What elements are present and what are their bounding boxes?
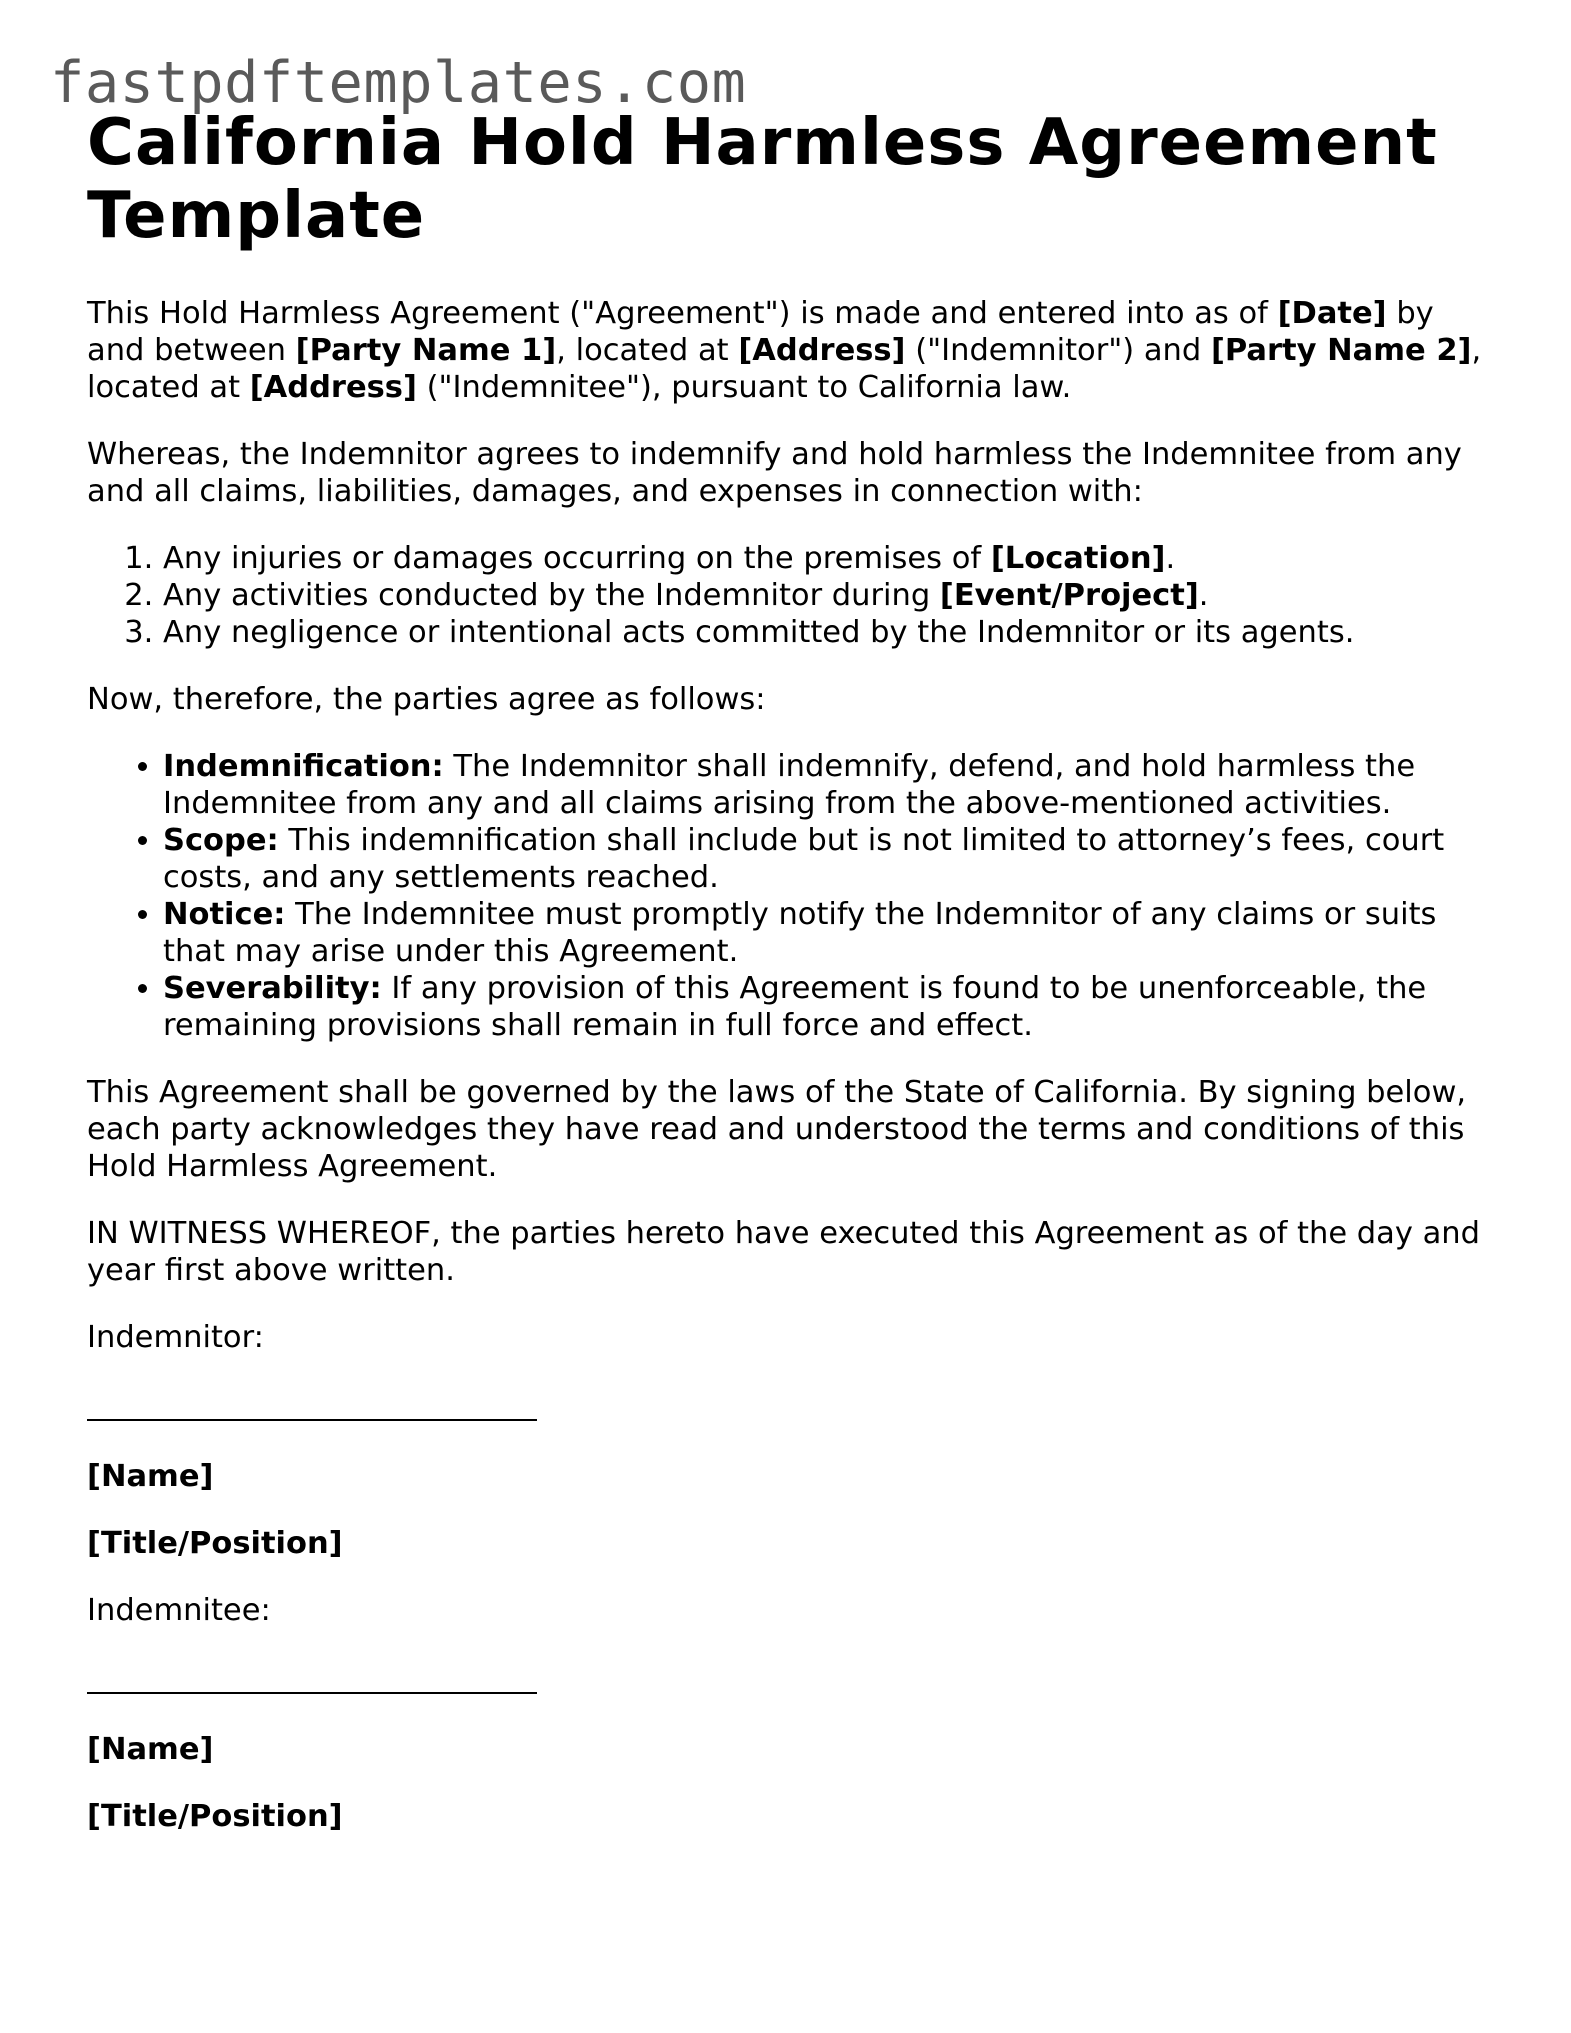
term-label: Notice: — [163, 897, 286, 932]
indemnitee-signature-block — [87, 1592, 1497, 1835]
witness-paragraph: IN WITNESS WHEREOF, the parties hereto have executed this Agreement as of the day and year first above written. — [87, 1216, 1480, 1288]
term-scope — [163, 822, 1497, 896]
page-title: California Hold Harmless Agreement Template — [87, 106, 1438, 253]
document-body — [87, 107, 1497, 1865]
date-placeholder: [Date] — [1277, 296, 1387, 331]
address-1-placeholder: [Address] — [738, 333, 906, 368]
list-item — [163, 540, 1497, 577]
term-indemnification — [163, 748, 1497, 822]
intro-text: This Hold Harmless Agreement ("Agreement") is made and entered into as of — [87, 296, 1278, 331]
now-therefore-paragraph: Now, therefore, the parties agree as follows: — [87, 682, 766, 717]
term-text: The Indemnitee must promptly notify the Indemnitor of any claims or suits that may arise under this Agreement. — [163, 897, 1437, 969]
list-item-end: . — [1165, 541, 1176, 576]
intro-text: , located at — [87, 333, 1482, 405]
list-item-end: . — [1198, 578, 1209, 613]
indemnitor-signature-block — [87, 1319, 1497, 1562]
party-1-placeholder: [Party Name 1] — [295, 333, 557, 368]
term-label: Scope: — [163, 823, 279, 858]
address-2-placeholder: [Address] — [249, 370, 417, 405]
event-project-placeholder: [Event/Project] — [939, 578, 1199, 613]
term-notice — [163, 896, 1497, 970]
term-text: If any provision of this Agreement is found to be unenforceable, the remaining provisions shall remain in full force and effect. — [163, 971, 1427, 1043]
term-label: Severability: — [163, 971, 382, 1006]
signature-name: [Name] — [87, 1732, 214, 1767]
signature-title: [Title/Position] — [87, 1526, 343, 1561]
term-label: Indemnification: — [163, 749, 444, 784]
location-placeholder: [Location] — [990, 541, 1166, 576]
signature-role: Indemnitor: — [87, 1320, 264, 1355]
governing-law-paragraph: This Agreement shall be governed by the laws of the State of California. By signing below, each party acknowledges they have read and understood the terms and conditions of this Hold Harmless Agreement. — [87, 1075, 1467, 1184]
list-item — [163, 577, 1497, 614]
terms-list — [87, 748, 1497, 1044]
intro-text: ("Indemnitee"), pursuant to California law. — [416, 370, 1072, 405]
intro-paragraph — [87, 295, 1497, 406]
term-severability — [163, 970, 1497, 1044]
intro-text: , located at — [556, 333, 739, 368]
whereas-paragraph: Whereas, the Indemnitor agrees to indemnify and hold harmless the Indemnitee from any and all claims, liabilities, damages, and expenses in connection with: — [87, 437, 1462, 509]
intro-text: ("Indemnitor") and — [905, 333, 1211, 368]
list-item-text: Any injuries or damages occurring on the premises of — [163, 541, 991, 576]
list-item-text: Any activities conducted by the Indemnitor during — [163, 578, 940, 613]
watermark: fastpdftemplates.com — [50, 50, 747, 116]
party-2-placeholder: [Party Name 2] — [1210, 333, 1472, 368]
claims-list — [87, 540, 1497, 651]
term-text: This indemnification shall include but is not limited to attorney’s fees, court costs, and any settlements reached. — [163, 823, 1445, 895]
list-item-text: Any negligence or intentional acts committed by the Indemnitor or its agents. — [163, 615, 1355, 650]
signature-name: [Name] — [87, 1459, 214, 1494]
signature-line — [87, 1419, 537, 1421]
signature-role: Indemnitee: — [87, 1593, 271, 1628]
signature-line — [87, 1692, 537, 1694]
term-text: The Indemnitor shall indemnify, defend, and hold harmless the Indemnitee from any and all claims arising from the above-mentioned activities. — [163, 749, 1416, 821]
intro-text: by and between — [87, 296, 1434, 368]
list-item — [163, 614, 1497, 651]
signature-title: [Title/Position] — [87, 1799, 343, 1834]
